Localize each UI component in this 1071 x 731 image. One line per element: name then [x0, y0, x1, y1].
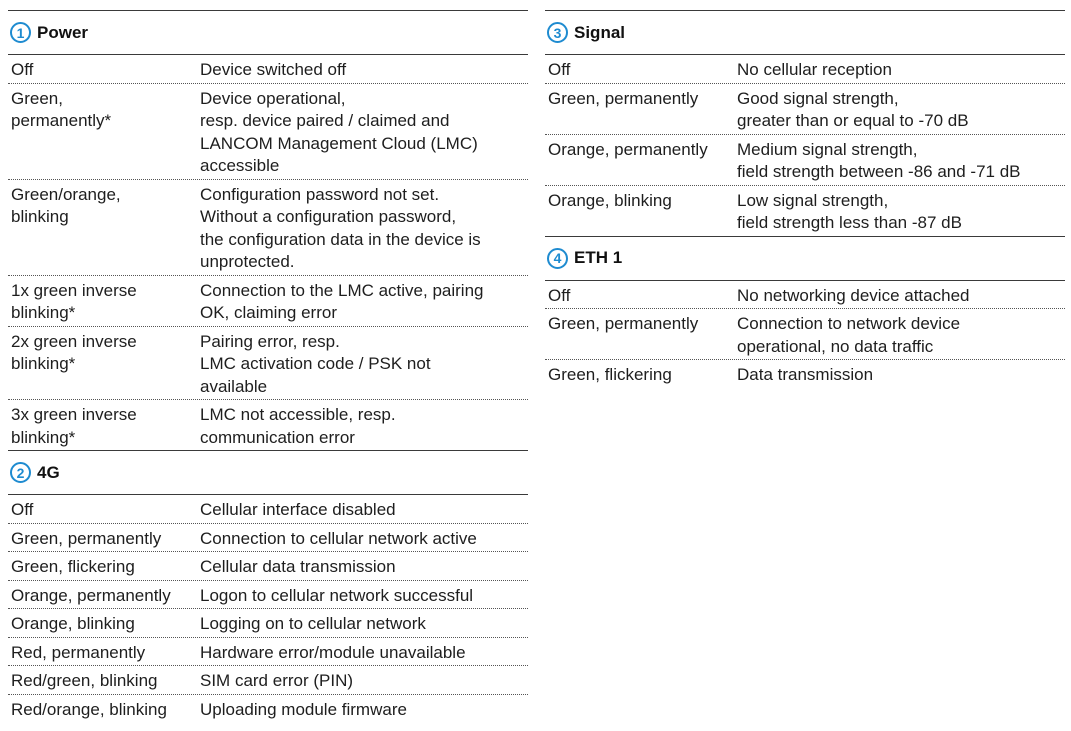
section-power: [8, 10, 528, 450]
led-state: Off: [548, 285, 571, 305]
led-description: No networking device attached: [737, 285, 970, 305]
section-title: Power: [37, 22, 89, 42]
led-state: Green, flickering: [548, 365, 672, 384]
led-description: Medium signal strength, field strength between -86 and -71 dB: [737, 139, 1021, 181]
section-header: [8, 451, 528, 495]
led-description: Low signal strength, field strength less than -87 dB: [737, 190, 962, 232]
led-description: Device switched off: [200, 60, 347, 79]
led-state: Red, permanently: [11, 642, 146, 662]
led-state: 1x green inverse blinking*: [11, 280, 137, 322]
led-state: Orange, permanently: [11, 585, 171, 605]
table-row: [545, 84, 1065, 135]
table-row: [8, 276, 528, 327]
led-state: Green, flickering: [11, 557, 135, 576]
section-title: 4G: [37, 462, 60, 482]
numbered-circle-icon: 3: [547, 22, 568, 43]
led-description: Pairing error, resp. LMC activation code / PSK not available: [200, 331, 431, 396]
led-description: Connection to network device operational, no data traffic: [737, 314, 961, 356]
led-state: Red/green, blinking: [11, 671, 158, 690]
led-state: Green, permanently: [548, 88, 699, 108]
table-row: [545, 309, 1065, 360]
led-description: Connection to the LMC active, pairing OK, claiming error: [200, 280, 484, 322]
led-state: 2x green inverse blinking*: [11, 331, 137, 373]
table-row: [8, 55, 528, 84]
section-header: [545, 237, 1065, 281]
led-state: Orange, blinking: [548, 190, 672, 210]
table-row: [8, 400, 528, 450]
table-row: [545, 360, 1065, 388]
led-description: Logging on to cellular network: [200, 614, 426, 633]
led-description: Connection to cellular network active: [200, 528, 477, 548]
table-row: [8, 638, 528, 667]
section-header: [545, 11, 1065, 55]
led-description: Logon to cellular network successful: [200, 585, 474, 605]
table-row: [545, 135, 1065, 186]
led-description: Cellular interface disabled: [200, 500, 396, 519]
led-state: Red/orange, blinking: [11, 699, 167, 719]
led-description: Cellular data transmission: [200, 557, 396, 576]
table-row: [8, 552, 528, 581]
left-column: [8, 10, 528, 722]
numbered-circle-icon: 4: [547, 248, 568, 269]
table-row: [8, 609, 528, 638]
table-row: [545, 55, 1065, 84]
table-row: [8, 695, 528, 723]
section-eth1: [545, 236, 1065, 388]
led-description: LMC not accessible, resp. communication error: [200, 405, 396, 447]
led-description: Data transmission: [737, 365, 874, 384]
table-row: [8, 581, 528, 610]
led-state: Off: [11, 500, 34, 519]
led-description: Uploading module firmware: [200, 699, 407, 719]
led-state: Green, permanently*: [11, 88, 112, 130]
table-row: [8, 180, 528, 276]
led-description: SIM card error (PIN): [200, 671, 354, 690]
led-description: No cellular reception: [737, 60, 892, 79]
led-description: Device operational, resp. device paired / claimed and LANCOM Management Cloud (LMC) accessible: [200, 88, 478, 175]
table-row: [8, 84, 528, 180]
led-description: Good signal strength, greater than or equal to -70 dB: [737, 88, 969, 130]
led-state: Orange, blinking: [11, 614, 135, 633]
table-row: [8, 495, 528, 524]
led-state: Green, permanently: [11, 528, 162, 548]
led-state: Off: [11, 60, 34, 79]
table-row: [8, 327, 528, 401]
led-state: 3x green inverse blinking*: [11, 405, 137, 447]
led-state: Green/orange, blinking: [11, 184, 121, 226]
led-state: Green, permanently: [548, 314, 699, 333]
numbered-circle-icon: 1: [10, 22, 31, 43]
numbered-circle-icon: 2: [10, 462, 31, 483]
led-state: Orange, permanently: [548, 139, 708, 159]
section-title: Signal: [574, 22, 626, 42]
section-4g: [8, 450, 528, 722]
led-state: Off: [548, 60, 571, 79]
section-header: [8, 11, 528, 55]
table-row: [8, 524, 528, 553]
table-row: [8, 666, 528, 695]
right-column: [545, 10, 1065, 388]
table-row: [545, 186, 1065, 236]
led-description: Configuration password not set. Without a configuration password, the configuration data in the device is unprotected.: [200, 184, 481, 271]
table-row: [545, 281, 1065, 310]
section-title: ETH 1: [574, 248, 623, 267]
section-signal: [545, 10, 1065, 236]
led-description: Hardware error/module unavailable: [200, 642, 466, 662]
